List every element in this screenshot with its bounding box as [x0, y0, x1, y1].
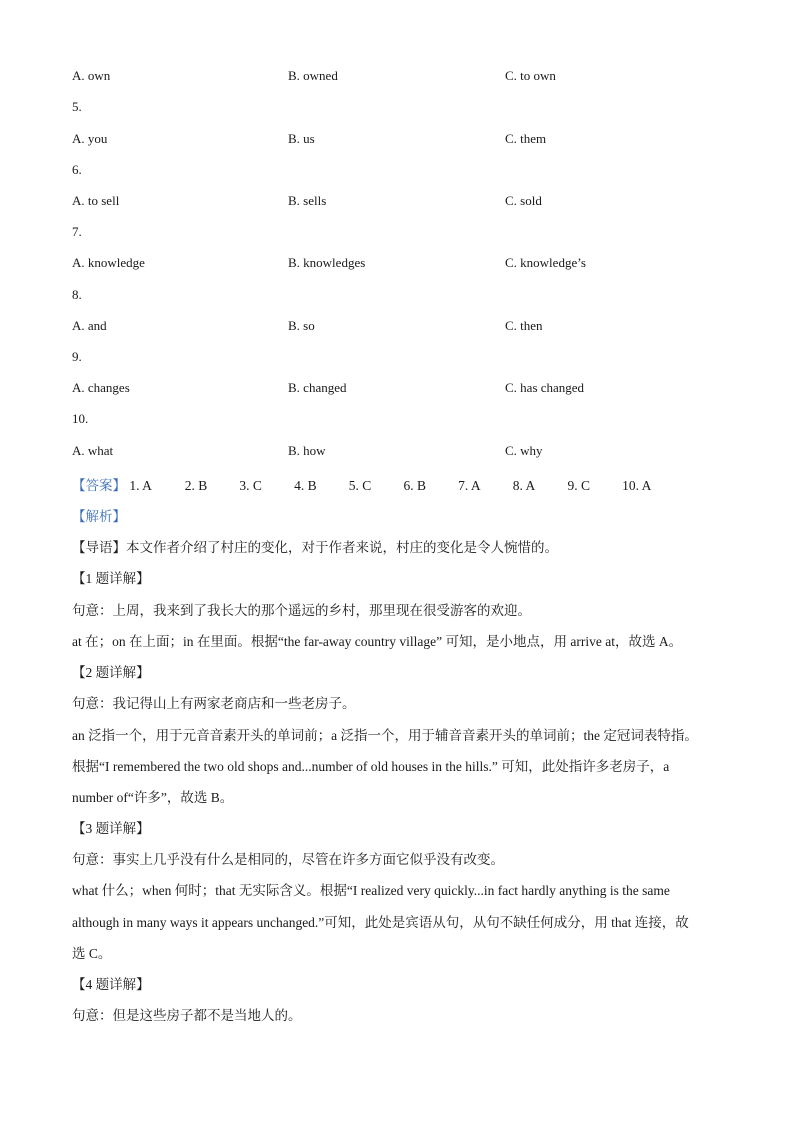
answer-item: 2. B — [184, 478, 208, 493]
option-a: A. to sell — [72, 193, 120, 208]
answer-tag: 【答案】 — [72, 478, 126, 493]
options-row-q8 — [72, 318, 752, 338]
option-c: C. them — [505, 131, 547, 146]
detail-3-line: 选 C。 — [72, 946, 112, 961]
detail-2-line: number of“许多”，故选 B。 — [72, 790, 234, 805]
answer-item: 5. C — [348, 478, 372, 493]
detail-1-line: at 在；on 在上面；in 在里面。根据“the far-away country village” 可知，是小地点，用 arrive at，故选 A。 — [72, 634, 683, 649]
option-b: B. so — [288, 318, 315, 333]
options-row-q9 — [72, 380, 752, 400]
detail-1-line: 句意：上周，我来到了我长大的那个遥远的乡村，那里现在很受游客的欢迎。 — [72, 603, 531, 618]
analysis-tag: 【解析】 — [72, 509, 126, 524]
option-b: B. us — [288, 131, 315, 146]
options-row-q10 — [72, 443, 752, 463]
option-a: A. changes — [72, 380, 130, 395]
option-b: B. knowledges — [288, 255, 366, 270]
option-a: A. you — [72, 131, 108, 146]
question-number-9: 9. — [72, 349, 82, 364]
answer-item: 7. A — [458, 478, 481, 493]
answer-item: 3. C — [239, 478, 262, 493]
option-b: B. how — [288, 443, 326, 458]
answer-item: 4. B — [294, 478, 317, 493]
detail-heading-1: 【1 题详解】 — [72, 571, 150, 586]
option-c: C. then — [505, 318, 543, 333]
answer-item: 1. A — [129, 478, 152, 493]
detail-2-line: 句意：我记得山上有两家老商店和一些老房子。 — [72, 696, 356, 711]
options-row-q5 — [72, 131, 752, 151]
option-c: C. has changed — [505, 380, 585, 395]
detail-heading-3: 【3 题详解】 — [72, 821, 150, 836]
option-c: C. why — [505, 443, 543, 458]
option-a: A. own — [72, 68, 111, 83]
option-a: A. and — [72, 318, 107, 333]
detail-3-line: what 什么；when 何时；that 无实际含义。根据“I realized very quickly...in fact hardly anything is the same — [72, 883, 670, 898]
detail-4-line: 句意：但是这些房子都不是当地人的。 — [72, 1008, 302, 1023]
option-c: C. to own — [505, 68, 556, 83]
answer-item: 9. C — [567, 478, 590, 493]
option-b: B. sells — [288, 193, 327, 208]
option-b: B. changed — [288, 380, 347, 395]
option-b: B. owned — [288, 68, 338, 83]
question-number-7: 7. — [72, 224, 82, 239]
options-row-q4 — [72, 68, 752, 88]
detail-2-line: 根据“I remembered the two old shops and...number of old houses in the hills.” 可知，此处指许多老房子，a — [72, 759, 670, 774]
intro-tag: 【导语】 — [72, 540, 126, 555]
detail-3-line: although in many ways it appears unchanged.”可知，此处是宾语从句，从句不缺任何成分，用 that 连接，故 — [72, 915, 689, 930]
intro-text: 本文作者介绍了村庄的变化，对于作者来说，村庄的变化是令人惋惜的。 — [126, 540, 558, 555]
options-row-q7 — [72, 255, 752, 275]
intro-paragraph — [72, 536, 732, 556]
answer-item: 8. A — [512, 478, 536, 493]
options-row-q6 — [72, 193, 752, 213]
answer-item: 6. B — [403, 478, 426, 493]
detail-heading-4: 【4 题详解】 — [72, 977, 150, 992]
question-number-8: 8. — [72, 287, 82, 302]
detail-heading-2: 【2 题详解】 — [72, 665, 150, 680]
question-number-10: 10. — [72, 411, 89, 426]
detail-3-line: 句意：事实上几乎没有什么是相同的，尽管在许多方面它似乎没有改变。 — [72, 852, 504, 867]
option-c: C. sold — [505, 193, 542, 208]
answer-item: 10. A — [622, 478, 652, 493]
option-a: A. what — [72, 443, 114, 458]
option-a: A. knowledge — [72, 255, 145, 270]
option-c: C. knowledge’s — [505, 255, 586, 270]
detail-2-line: an 泛指一个，用于元音音素开头的单词前；a 泛指一个，用于辅音音素开头的单词前；the 定冠词表特指。 — [72, 728, 698, 743]
question-number-5: 5. — [72, 99, 82, 114]
answer-key — [72, 474, 673, 494]
question-number-6: 6. — [72, 162, 82, 177]
